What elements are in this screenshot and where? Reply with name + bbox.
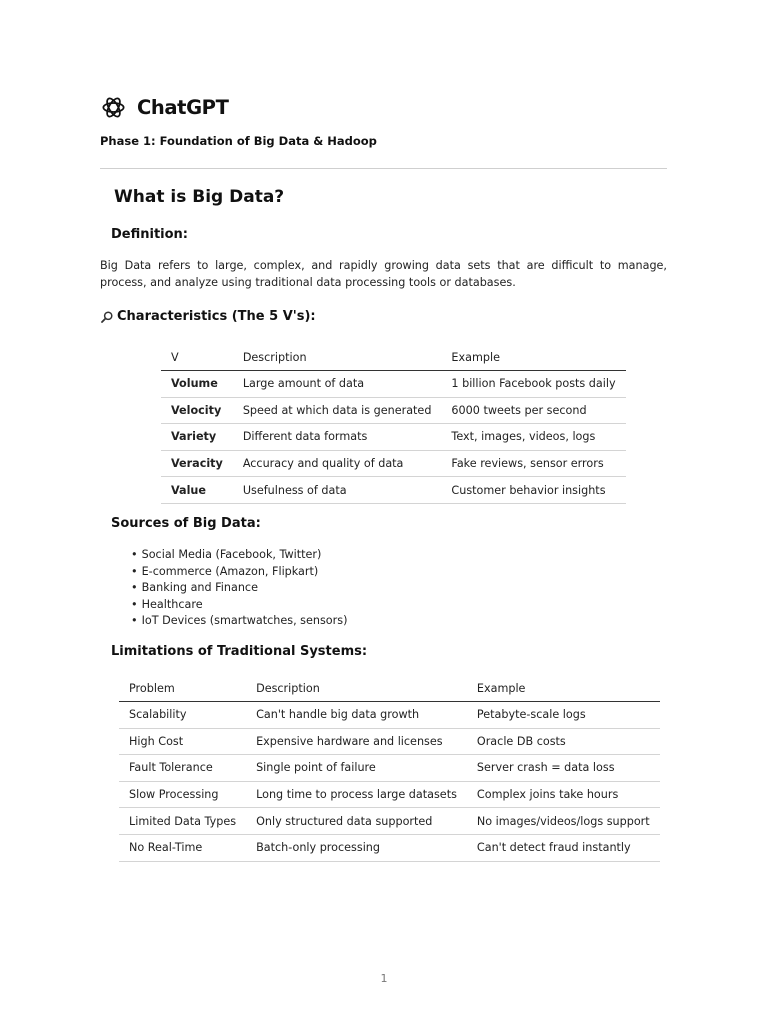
limitations-table (119, 675, 660, 862)
table-row (161, 397, 626, 424)
list-item: • Banking and Finance (131, 580, 347, 597)
table-cell: Fault Tolerance (119, 755, 246, 782)
brand-header (100, 94, 228, 121)
table-cell: 1 billion Facebook posts daily (441, 371, 625, 398)
table-cell: Single point of failure (246, 755, 467, 782)
list-item: • IoT Devices (smartwatches, sensors) (131, 613, 347, 630)
characteristics-table (161, 344, 626, 504)
column-header: Problem (119, 675, 246, 702)
table-header-row (119, 675, 660, 702)
table-cell: Velocity (161, 397, 233, 424)
characteristics-heading-text: Characteristics (The 5 V's): (117, 309, 316, 324)
column-header: Example (467, 675, 660, 702)
table-cell: Can't handle big data growth (246, 702, 467, 729)
table-cell: Scalability (119, 702, 246, 729)
list-item: • E-commerce (Amazon, Flipkart) (131, 564, 347, 581)
table-cell: Limited Data Types (119, 808, 246, 835)
table-header-row (161, 344, 626, 371)
column-header: Example (441, 344, 625, 371)
openai-logo-icon (100, 94, 127, 121)
table-cell: Volume (161, 371, 233, 398)
table-cell: Different data formats (233, 424, 442, 451)
characteristics-heading (101, 309, 316, 324)
page-title: What is Big Data? (114, 187, 285, 207)
table-cell: Long time to process large datasets (246, 781, 467, 808)
list-item: • Social Media (Facebook, Twitter) (131, 547, 347, 564)
table-row (161, 424, 626, 451)
table-row (119, 834, 660, 861)
table-cell: Slow Processing (119, 781, 246, 808)
table-cell: 6000 tweets per second (441, 397, 625, 424)
table-cell: Usefulness of data (233, 477, 442, 504)
divider (100, 168, 667, 169)
table-cell: Only structured data supported (246, 808, 467, 835)
table-cell: Variety (161, 424, 233, 451)
column-header: Description (233, 344, 442, 371)
table-row (119, 808, 660, 835)
table-cell: Can't detect fraud instantly (467, 834, 660, 861)
table-cell: Text, images, videos, logs (441, 424, 625, 451)
table-cell: Complex joins take hours (467, 781, 660, 808)
table-cell: Expensive hardware and licenses (246, 728, 467, 755)
table-cell: Petabyte-scale logs (467, 702, 660, 729)
table-row (119, 755, 660, 782)
table-cell: Batch-only processing (246, 834, 467, 861)
table-cell: Speed at which data is generated (233, 397, 442, 424)
table-row (119, 781, 660, 808)
brand-name: ChatGPT (137, 96, 229, 119)
document-subtitle: Phase 1: Foundation of Big Data & Hadoop (100, 134, 377, 148)
table-cell: No images/videos/logs support (467, 808, 660, 835)
limitations-heading: Limitations of Traditional Systems: (111, 644, 368, 659)
table-row (161, 371, 626, 398)
list-item: • Healthcare (131, 597, 347, 614)
sources-list (131, 547, 347, 630)
column-header: V (161, 344, 233, 371)
definition-paragraph: Big Data refers to large, complex, and rapidly growing data sets that are difficult to manage, process, and analyze using traditional data processing tools or databases. (100, 259, 667, 289)
table-cell: Oracle DB costs (467, 728, 660, 755)
table-cell: High Cost (119, 728, 246, 755)
page-number: 1 (380, 972, 388, 985)
table-row (161, 450, 626, 477)
table-cell: Value (161, 477, 233, 504)
table-cell: Fake reviews, sensor errors (441, 450, 625, 477)
table-cell: Server crash = data loss (467, 755, 660, 782)
magnifying-glass-icon (101, 311, 113, 323)
table-cell: No Real-Time (119, 834, 246, 861)
column-header: Description (246, 675, 467, 702)
table-row (119, 702, 660, 729)
table-cell: Veracity (161, 450, 233, 477)
definition-heading: Definition: (111, 227, 189, 242)
sources-heading: Sources of Big Data: (111, 516, 261, 531)
table-cell: Customer behavior insights (441, 477, 625, 504)
table-row (161, 477, 626, 504)
table-row (119, 728, 660, 755)
table-cell: Large amount of data (233, 371, 442, 398)
table-cell: Accuracy and quality of data (233, 450, 442, 477)
